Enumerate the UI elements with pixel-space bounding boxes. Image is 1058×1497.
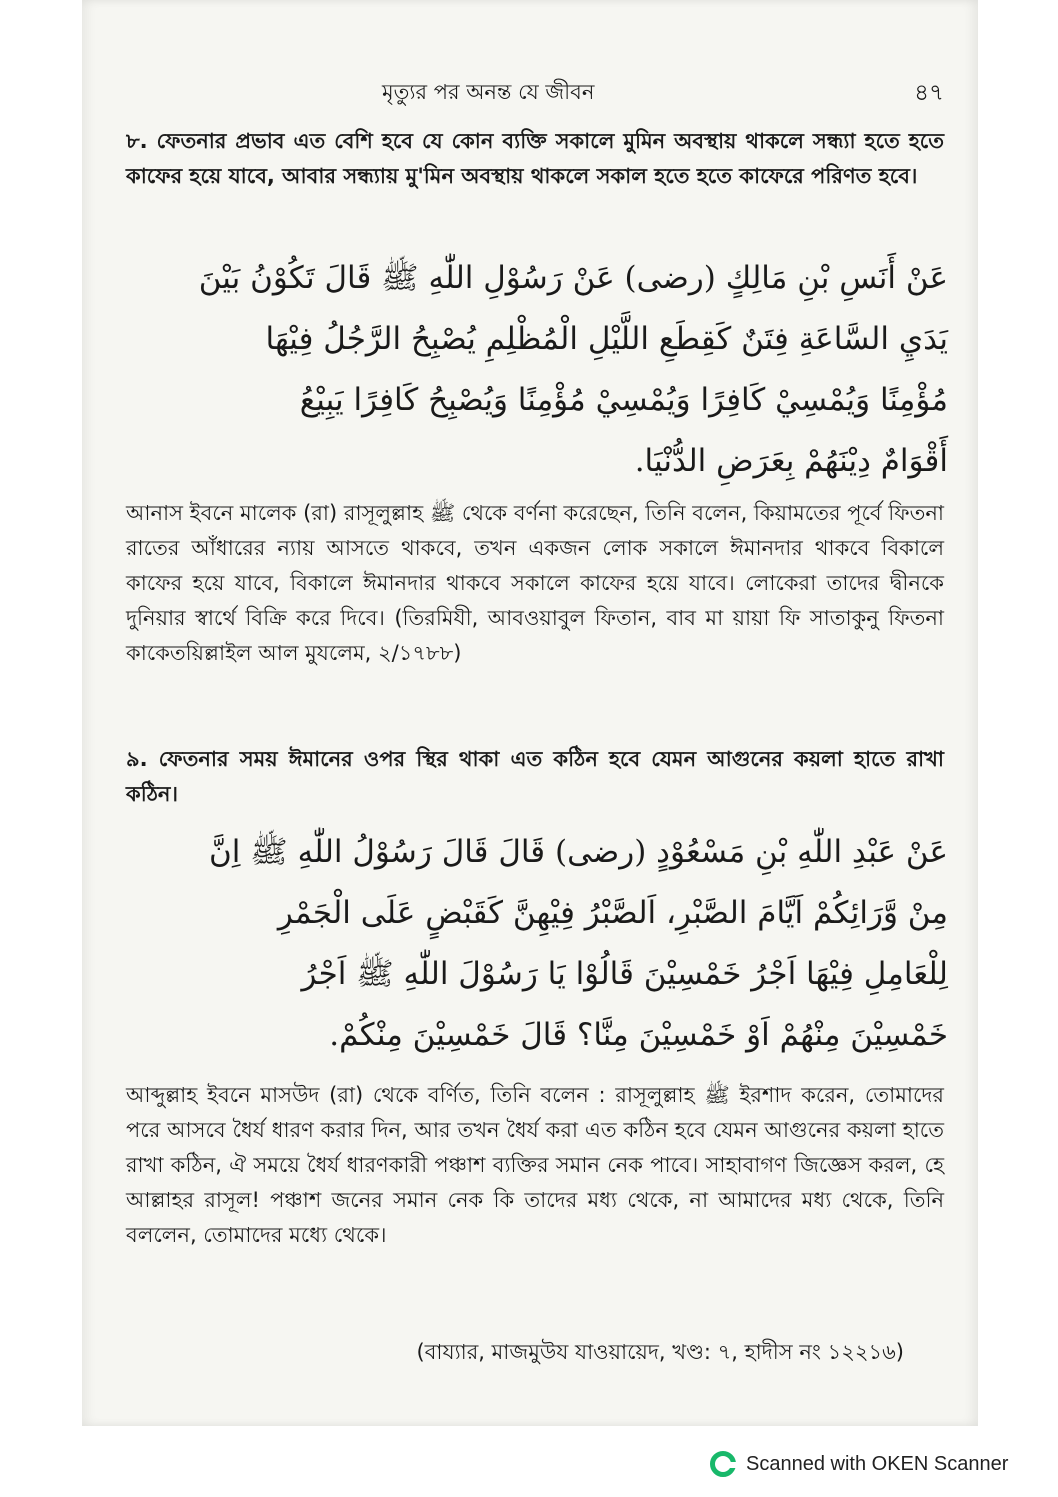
scanner-watermark [710,1449,1008,1479]
section-8-translation: আনাস ইবনে মালেক (রা) রাসূলুল্লাহ ﷺ থেকে বর্ণনা করেছেন, তিনি বলেন, কিয়ামতের পূর্বে ফিতনা রাতের আঁধারের ন্যায় আসতে থাকবে, তখন একজন লোক সকালে ঈমানদার থাকবে বিকালে কাফের হয়ে যাবে, বিকালে ঈমানদার থাকবে সকালে কাফের হয়ে যাবে। লোকেরা তাদের দ্বীনকে দুনিয়ার স্বার্থে বিক্রি করে দিবে। (তিরমিযী, আবওয়াবুল ফিতান, বাব মা য়ায়া ফি সাতাকুনু ফিতনা কাকেতয়িল্লাইল আল মুযলেম, ২/১৭৮৮) [126,501,944,665]
oken-scanner-logo-icon [710,1451,736,1477]
arabic-line: خَمْسِيْنَ مِنْهُمْ اَوْ خَمْسِيْنَ مِنَّا؟ قَالَ خَمْسِيْنَ مِنْكُمْ. [329,1017,948,1053]
running-title: মৃত্যুর পর অনন্ত যে জীবন [382,80,595,104]
book-page [82,0,978,1426]
section-9-translation: আব্দুল্লাহ ইবনে মাসউদ (রা) থেকে বর্ণিত, তিনি বলেন : রাসূলুল্লাহ ﷺ ইরশাদ করেন, তোমাদের পরে আসবে ধৈর্য ধারণ করার দিন, আর তখন ধৈর্য করা এত কঠিন হবে যেমন আগুনের কয়লা হাতে রাখা কঠিন, ঐ সময়ে ধৈর্য ধারণকারী পঞ্চাশ ব্যক্তির সমান নেক পাবে। সাহাবাগণ জিজ্ঞেস করল, হে আল্লাহর রাসূল! পঞ্চাশ জনের সমান নেক কি তাদের মধ্য থেকে, না আমাদের মধ্য থেকে, তিনি বললেন, তোমাদের মধ্যে থেকে। [126,1083,944,1247]
page-number: ৪৭ [914,80,944,106]
arabic-line: يَدَيِ السَّاعَةِ فِتَنٌ كَقِطَعِ اللَّيْلِ الْمُظْلِمِ يُصْبِحُ الرَّجُلُ فِيْهَا [265,321,948,357]
arabic-line: عَنْ أَنَسِ بْنِ مَالِكٍ (رضى) عَنْ رَسُوْلِ اللّٰهِ ﷺ قَالَ تَكُوْنُ بَيْنَ [198,260,948,296]
arabic-line: عَنْ عَبْدِ اللّٰهِ بْنِ مَسْعُوْدٍ (رضى) قَالَ قَالَ رَسُوْلُ اللّٰهِ ﷺ اِنَّ [209,834,948,870]
hadith-citation: (বায্যার, মাজমুউয যাওয়ায়েদ, খণ্ড: ৭, হাদীস নং ১২২১৬) [416,1340,904,1364]
section-8-heading: ৮. ফেতনার প্রভাব এত বেশি হবে যে কোন ব্যক্তি সকালে মুমিন অবস্থায় থাকলে সন্ধ্যা হতে হতে কাফের হয়ে যাবে, আবার সন্ধ্যায় মু'মিন অবস্থায় থাকলে সকাল হতে হতে কাফেরে পরিণত হবে। [126,129,944,188]
running-header [82,72,978,106]
arabic-line: مِنْ وَّرَائِكُمْ اَيَّامَ الصَّبْرِ، اَلصَّبْرُ فِيْهِنَّ كَقَبْضٍ عَلَى الْجَمْرِ [277,895,948,931]
arabic-line: أَقْوَامٌ دِيْنَهُمْ بِعَرَضِ الدُّنْيَا. [634,443,948,479]
scanner-label: Scanned with OKEN Scanner [746,1452,1009,1475]
section-9-heading: ৯. ফেতনার সময় ঈমানের ওপর স্থির থাকা এত কঠিন হবে যেমন আগুনের কয়লা হাতে রাখা কঠিন। [126,747,944,806]
arabic-line: مُؤْمِنًا وَيُمْسِيْ كَافِرًا وَيُمْسِيْ مُؤْمِنًا وَيُصْبِحُ كَافِرًا يَبِيْعُ [299,382,948,418]
arabic-line: لِلْعَامِلِ فِيْهَا اَجْرُ خَمْسِيْنَ قَالُوْا يَا رَسُوْلَ اللّٰهِ ﷺ اَجْرُ [301,956,948,992]
section-8-arabic-hadith [122,248,948,492]
section-9-arabic-hadith [122,822,948,1066]
